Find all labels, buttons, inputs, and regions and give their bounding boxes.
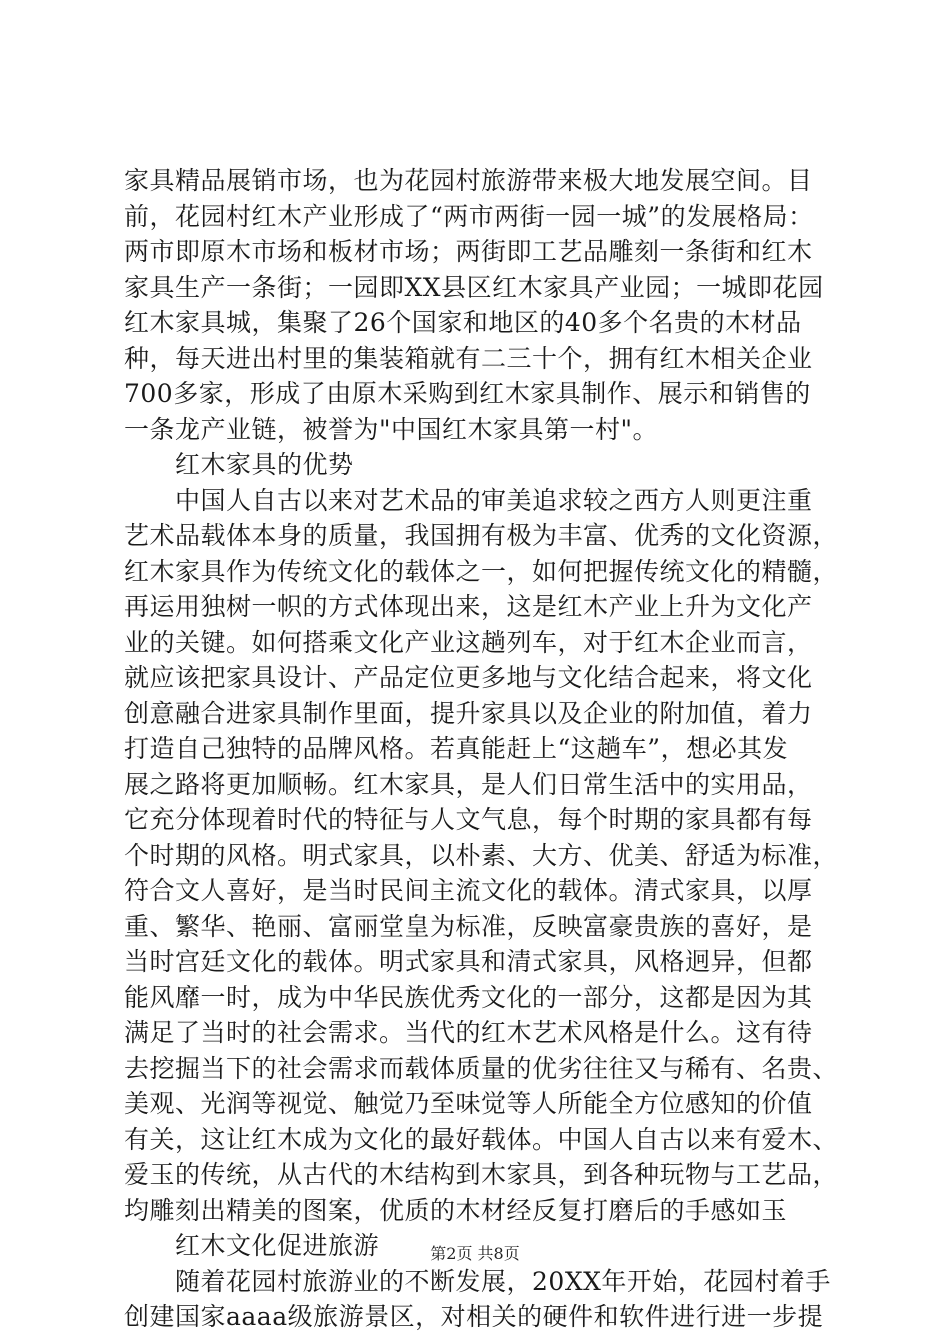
text-line: 能风靡一时，成为中华民族优秀文化的一部分，这都是因为其 bbox=[124, 982, 813, 1012]
text-line: 家具精品展销市场，也为花园村旅游带来极大地发展空间。目 bbox=[124, 166, 813, 195]
text-line: 随着花园村旅游业的不断发展，20XX年开始，花园村着手 bbox=[124, 1266, 831, 1296]
text-line: 展之路将更加顺畅。红木家具，是人们日常生活中的实用品， bbox=[124, 769, 813, 799]
text-line: 满足了当时的社会需求。当代的红木艺术风格是什么。这有待 bbox=[124, 1018, 813, 1047]
text-line: 红木家具城，集聚了26个国家和地区的40多个名贵的木材品 bbox=[124, 308, 802, 337]
text-line: 重、繁华、艳丽、富丽堂皇为标准，反映富豪贵族的喜好，是 bbox=[124, 911, 813, 941]
text-line: 就应该把家具设计、产品定位更多地与文化结合起来，将文化 bbox=[124, 663, 813, 692]
text-line: 去挖掘当下的社会需求而载体质量的优劣往往又与稀有、名贵、 bbox=[124, 1053, 839, 1083]
text-line: 它充分体现着时代的特征与人文气息，每个时期的家具都有每 bbox=[124, 805, 813, 834]
text-line: 打造自己独特的品牌风格。若真能赶上“这趟车”，想必其发 bbox=[124, 734, 789, 763]
text-line: 两市即原木市场和板材市场；两街即工艺品雕刻一条街和红木 bbox=[124, 237, 813, 266]
document-body bbox=[124, 163, 839, 1335]
text-line: 种，每天进出村里的集装箱就有二三十个，拥有红木相关企业 bbox=[124, 343, 813, 373]
text-line: 艺术品载体本身的质量，我国拥有极为丰富、优秀的文化资源， bbox=[124, 521, 839, 550]
text-line: 创建国家aaaa级旅游景区，对相关的硬件和软件进行进一步提 bbox=[124, 1302, 824, 1331]
text-line: 700多家，形成了由原木采购到红木家具制作、展示和销售的 bbox=[124, 379, 811, 408]
section-heading: 红木文化促进旅游 bbox=[124, 1231, 380, 1260]
text-line: 家具生产一条街；一园即XX县区红木家具产业园；一城即花园 bbox=[124, 272, 824, 302]
section-heading: 红木家具的优势 bbox=[124, 450, 354, 479]
text-line: 符合文人喜好，是当时民间主流文化的载体。清式家具，以厚 bbox=[124, 876, 813, 905]
text-line: 个时期的风格。明式家具，以朴素、大方、优美、舒适为标准， bbox=[124, 840, 839, 870]
text-line: 业的关键。如何搭乘文化产业这趟列车，对于红木企业而言， bbox=[124, 627, 813, 657]
text-line: 中国人自古以来对艺术品的审美追求较之西方人则更注重 bbox=[124, 485, 813, 515]
text-line: 均雕刻出精美的图案，优质的木材经反复打磨后的手感如玉 bbox=[124, 1195, 788, 1225]
page-number-footer: 第2页 共8页 bbox=[430, 1244, 520, 1263]
text-line: 美观、光润等视觉、触觉乃至味觉等人所能全方位感知的价值 bbox=[124, 1089, 813, 1118]
text-line: 创意融合进家具制作里面，提升家具以及企业的附加值，着力 bbox=[124, 698, 813, 728]
text-line: 红木家具作为传统文化的载体之一，如何把握传统文化的精髓， bbox=[124, 556, 839, 586]
text-line: 再运用独树一帜的方式体现出来，这是红木产业上升为文化产 bbox=[124, 592, 813, 621]
text-line: 前，花园村红木产业形成了“两市两街一园一城”的发展格局： bbox=[124, 201, 814, 231]
text-line: 爱玉的传统，从古代的木结构到木家具，到各种玩物与工艺品， bbox=[124, 1160, 839, 1189]
text-line: 当时宫廷文化的载体。明式家具和清式家具，风格迥异，但都 bbox=[124, 947, 813, 976]
text-line: 一条龙产业链，被誉为"中国红木家具第一村"。 bbox=[124, 414, 658, 444]
text-line: 有关，这让红木成为文化的最好载体。中国人自古以来有爱木、 bbox=[124, 1124, 839, 1154]
